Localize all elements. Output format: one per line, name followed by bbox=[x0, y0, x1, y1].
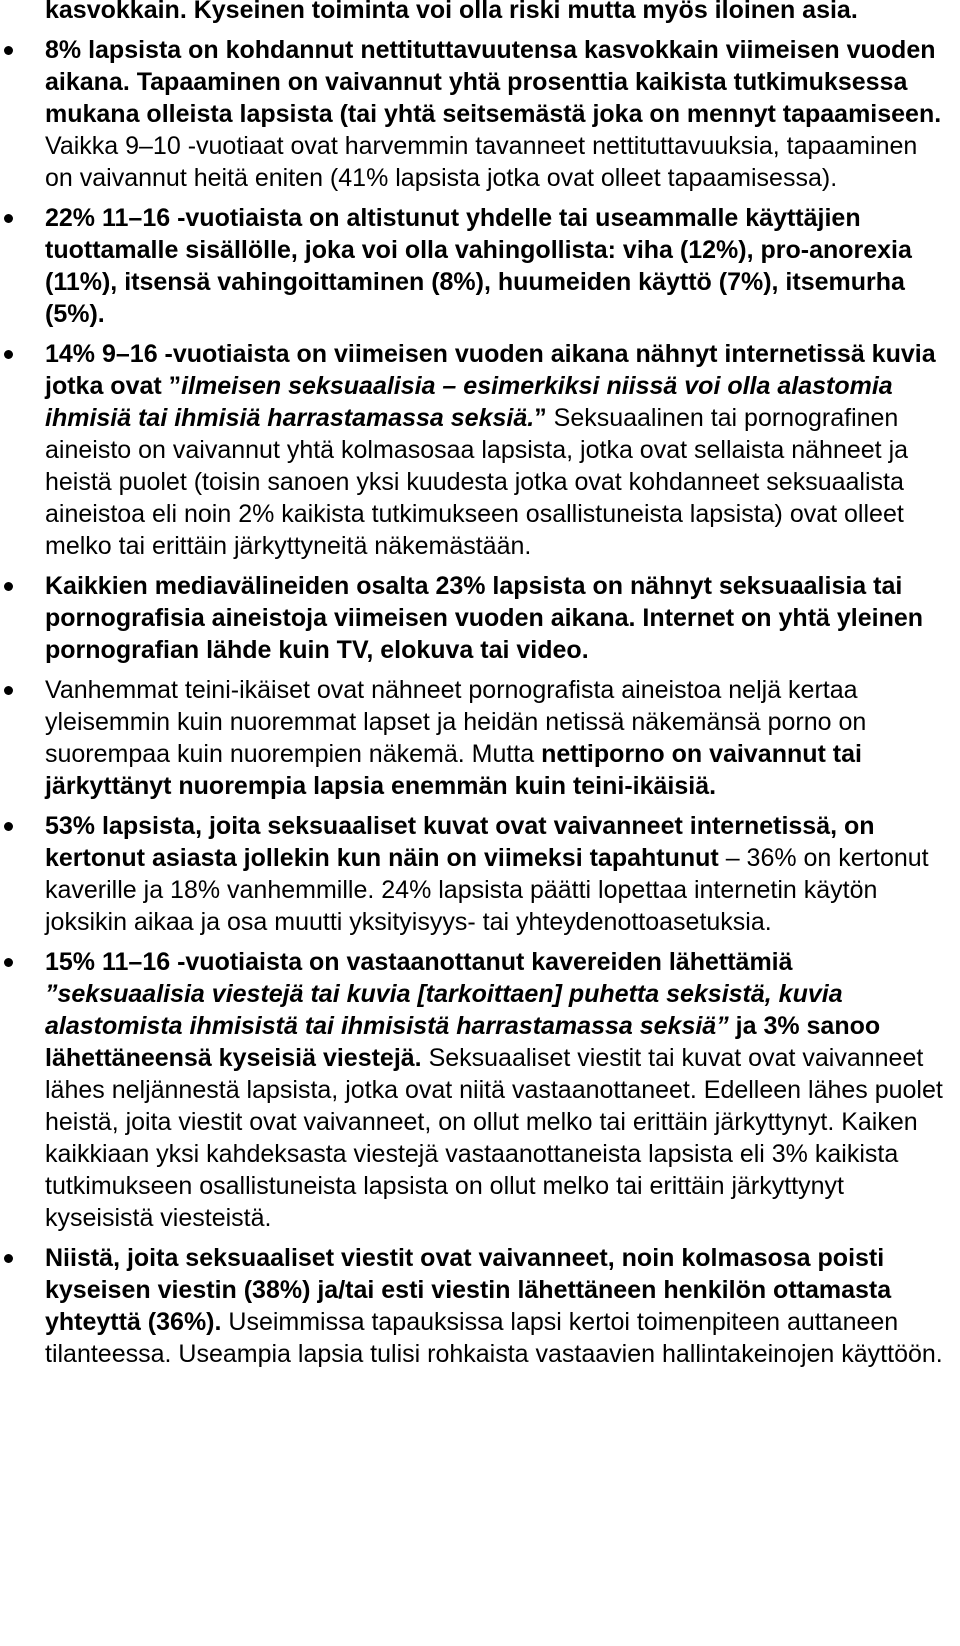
bullet-item bbox=[0, 1242, 960, 1370]
bullet-text: – 36% on kertonut kaverille ja 18% vanhemmille. 24% lapsista päätti lopettaa internetin käytön joksikin aikaa ja osa muutti yksityisyys- tai yhteydenottoasetuksia. bbox=[45, 844, 929, 936]
bullet-text: Seksuaalinen tai pornografinen aineisto on vaivannut yhtä kolmasosaa lapsista, jotka ovat sellaista nähneet ja heistä puolet (toisin sanoen yksi kuudesta jotka ovat kohdanneet seksuaalista aineistoa eli noin 2% kaikista tutkimukseen osallistuneista lapsista) ovat olleet melko tai erittäin järkyttyneitä näkemästään. bbox=[45, 404, 909, 560]
bullet-item bbox=[0, 946, 960, 1234]
bullet-item bbox=[0, 570, 960, 666]
bullet-item bbox=[0, 338, 960, 562]
bullet-icon bbox=[4, 822, 13, 831]
bullet-item bbox=[0, 674, 960, 802]
bullet-text-bold: Niistä, joita seksuaaliset viestit ovat vaivanneet, noin kolmasosa poisti kyseisen viestin (38%) ja/tai esti viestin lähettäneen henkilön ottamasta yhteyttä (36%). bbox=[45, 1244, 892, 1336]
bullet-text-bold: 14% 9–16 -vuotiaista on viimeisen vuoden aikana nähnyt internetissä kuvia jotka ovat ” bbox=[45, 340, 936, 400]
bullet-text-bold: Kaikkien mediavälineiden osalta 23% lapsista on nähnyt seksuaalisia tai pornografisia aineistoja viimeisen vuoden aikana. Internet on yhtä yleinen pornografian lähde kuin TV, elokuva tai video. bbox=[45, 572, 924, 664]
lead-text: kasvokkain. Kyseinen toiminta voi olla riski mutta myös iloinen asia. bbox=[45, 0, 858, 24]
bullet-text-bold-italic: ”seksuaalisia viestejä tai kuvia [tarkoittaen] puhetta seksistä, kuvia alastomista ihmisistä tai ihmisistä harrastamassa seksiä” bbox=[45, 980, 843, 1040]
bullet-text: Vanhemmat teini-ikäiset ovat nähneet pornografista aineistoa neljä kertaa yleisemmin kuin nuoremmat lapset ja heidän netissä näkemänsä porno on suorempaa kuin nuorempien näkemä. Mutta bbox=[45, 676, 867, 768]
bullet-text-bold: 8% lapsista on kohdannut nettituttavuutensa kasvokkain viimeisen vuoden aikana. Tapaaminen on vaivannut yhtä prosenttia kaikista tutkimuksessa mukana olleista lapsista (tai yhtä seitsemästä joka on mennyt tapaamiseen. bbox=[45, 36, 942, 128]
bullet-item bbox=[0, 810, 960, 938]
lead-paragraph bbox=[0, 0, 960, 26]
bullet-item bbox=[0, 34, 960, 194]
bullet-item bbox=[0, 202, 960, 330]
bullet-text-bold: 53% lapsista, joita seksuaaliset kuvat ovat vaivanneet internetissä, on kertonut asiasta jollekin kun näin on viimeksi tapahtunut bbox=[45, 812, 875, 872]
bullet-text-bold: ja 3% sanoo lähettäneensä kyseisiä viestejä. bbox=[45, 1012, 881, 1072]
bullet-text-bold: 15% 11–16 -vuotiaista on vastaanottanut kavereiden lähettämiä bbox=[45, 948, 793, 976]
bullet-text: Seksuaaliset viestit tai kuvat ovat vaivanneet lähes neljännestä lapsista, jotka ovat niitä vastaanottaneet. Edelleen lähes puolet heistä, joita viestit ovat vaivanneet, on ollut melko tai erittäin järkyttynyt. Kaiken kaikkiaan yksi kahdeksasta viestejä vastaanottaneista lapsista eli 3% kaikista tutkimukseen osallistuneista lapsista on ollut melko tai erittäin järkyttynyt kyseisistä viesteistä. bbox=[45, 1044, 943, 1232]
bullet-icon bbox=[4, 686, 13, 695]
bullet-text-bold-italic: ilmeisen seksuaalisia – esimerkiksi niissä voi olla alastomia ihmisiä tai ihmisiä harrastamassa seksiä. bbox=[45, 372, 893, 432]
bullet-icon bbox=[4, 350, 13, 359]
bullet-text: Useimmissa tapauksissa lapsi kertoi toimenpiteen auttaneen tilanteessa. Useampia lapsia tulisi rohkaista vastaavien hallintakeinojen käyttöön. bbox=[45, 1308, 943, 1368]
bullet-icon bbox=[4, 582, 13, 591]
bullet-icon bbox=[4, 46, 13, 55]
bullet-text-bold: ” bbox=[534, 404, 554, 432]
bullet-icon bbox=[4, 958, 13, 967]
bullet-text-bold: nettiporno on vaivannut tai järkyttänyt nuorempia lapsia enemmän kuin teini-ikäisiä. bbox=[45, 740, 862, 800]
bullet-icon bbox=[4, 1254, 13, 1263]
bullet-text-bold: 22% 11–16 -vuotiaista on altistunut yhdelle tai useammalle käyttäjien tuottamalle sisällölle, joka voi olla vahingollista: viha (12%), pro-anorexia (11%), itsensä vahingoittaminen (8%), huumeiden käyttö (7%), itsemurha (5%). bbox=[45, 204, 912, 328]
bullet-text: Vaikka 9–10 -vuotiaat ovat harvemmin tavanneet nettituttavuuksia, tapaaminen on vaivannut heitä eniten (41% lapsista jotka ovat olleet tapaamisessa). bbox=[45, 132, 918, 192]
bullet-icon bbox=[4, 214, 13, 223]
